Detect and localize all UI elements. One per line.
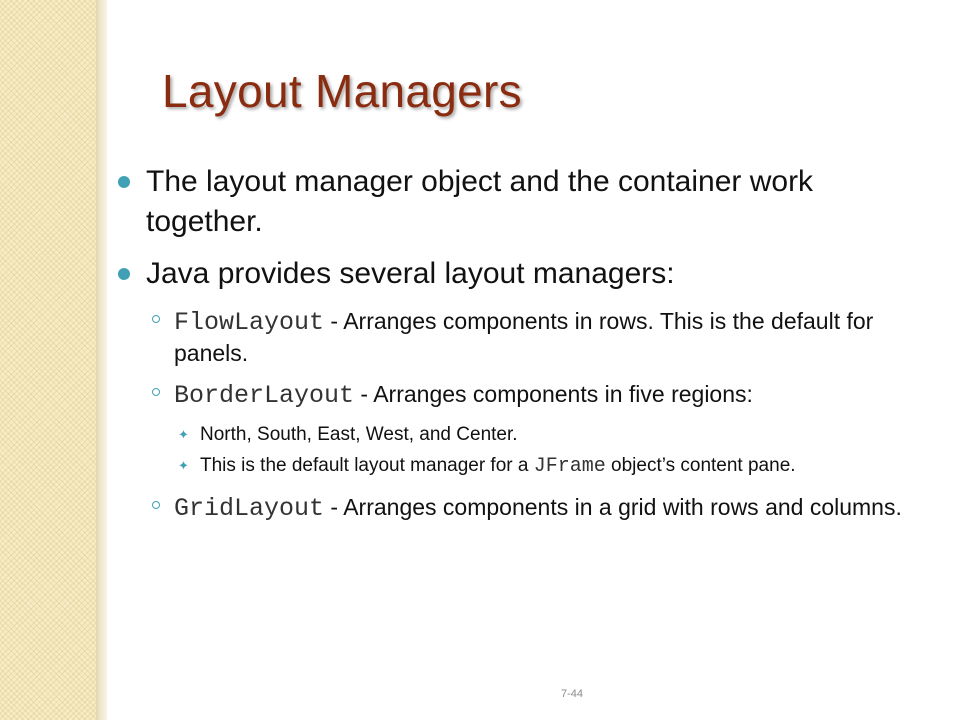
jframe-text-post: object’s content pane. <box>605 455 796 476</box>
side-band-edge <box>96 0 107 720</box>
bullet-layout-manager-container <box>118 162 933 242</box>
flowlayout-description: - Arranges components in rows. This is the default for panels. <box>174 308 874 366</box>
star-bullet-icon: ✦ <box>178 427 189 442</box>
filled-circle-bullet-icon <box>118 268 130 280</box>
sub-sub-bullet-regions <box>118 421 933 448</box>
bullet-text: The layout manager object and the container work together. <box>146 165 814 238</box>
gridlayout-description: - Arranges components in a grid with rows and columns. <box>324 494 902 520</box>
bullet-java-layout-managers <box>118 254 933 294</box>
sub-sub-bullet-jframe-default <box>118 452 933 480</box>
hollow-circle-bullet-icon <box>152 315 160 323</box>
page-number: 7-44 <box>561 688 584 700</box>
bullet-text: Java provides several layout managers: <box>146 257 675 290</box>
hollow-circle-bullet-icon <box>152 501 160 509</box>
code-flowlayout: FlowLayout <box>174 308 325 337</box>
filled-circle-bullet-icon <box>118 176 130 188</box>
slide-content <box>118 162 933 534</box>
hollow-circle-bullet-icon <box>152 388 160 396</box>
code-gridlayout: GridLayout <box>174 494 325 523</box>
jframe-text-pre: This is the default layout manager for a <box>200 455 534 476</box>
code-jframe: JFrame <box>533 455 606 478</box>
sub-bullet-gridlayout <box>118 492 933 524</box>
sub-bullet-flowlayout <box>118 306 933 369</box>
borderlayout-description: - Arranges components in five regions: <box>354 381 753 407</box>
sub-bullet-borderlayout <box>118 379 933 411</box>
slide-title: Layout Managers <box>162 65 522 117</box>
regions-text: North, South, East, West, and Center. <box>200 424 518 445</box>
star-bullet-icon: ✦ <box>178 458 189 473</box>
decorative-side-band <box>0 0 96 720</box>
code-borderlayout: BorderLayout <box>174 381 355 410</box>
